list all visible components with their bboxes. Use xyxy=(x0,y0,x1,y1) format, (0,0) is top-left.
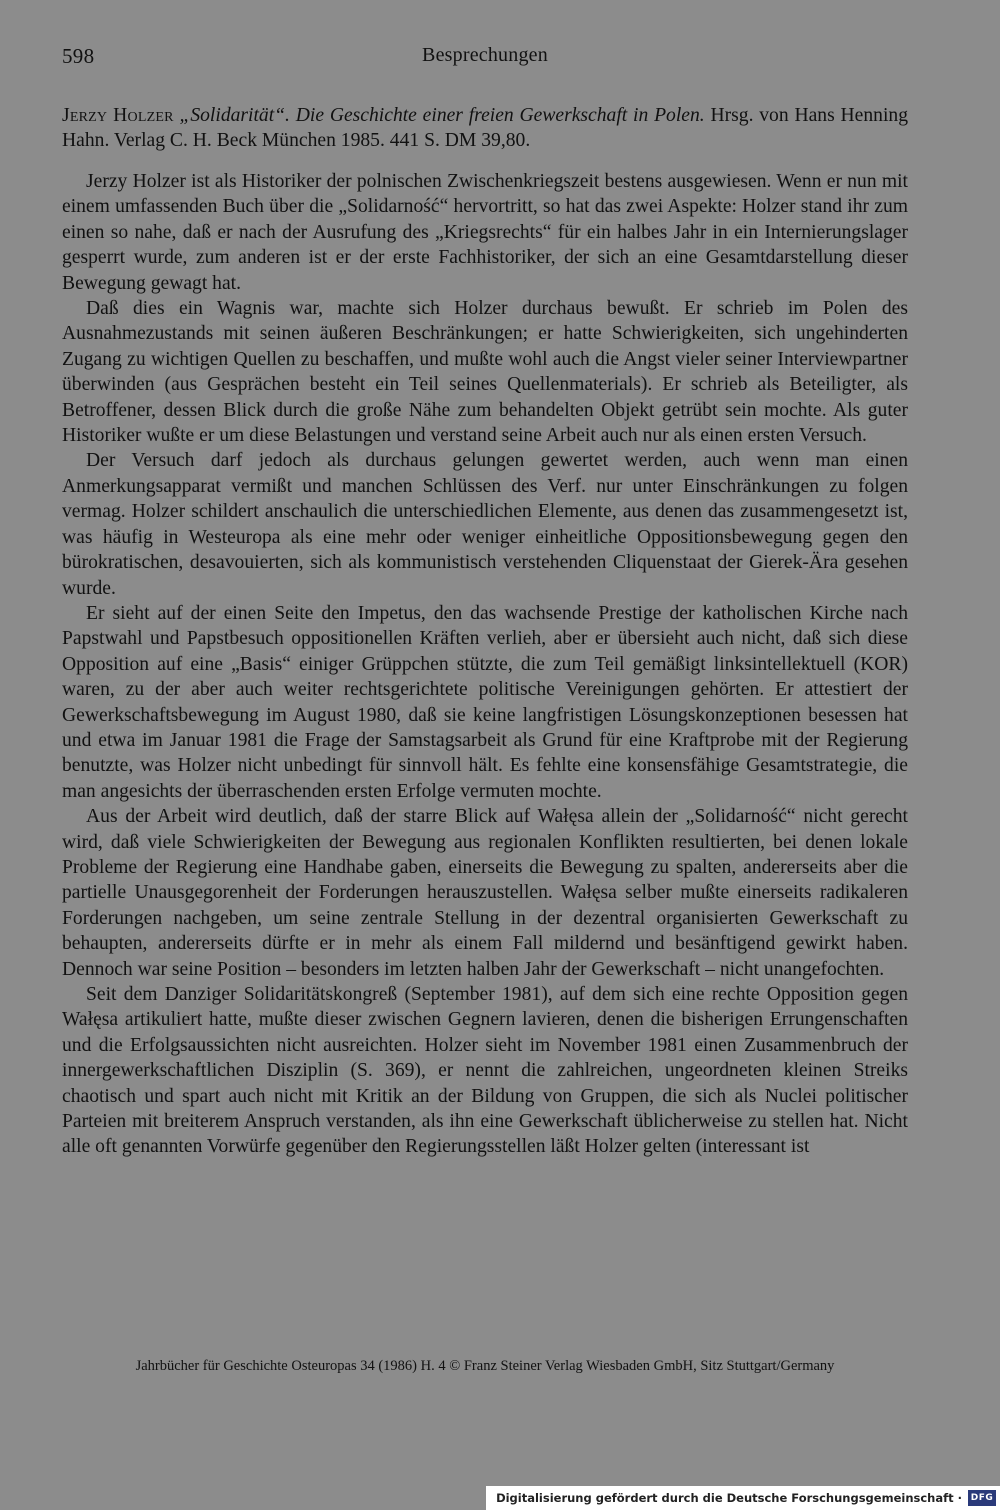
dfg-logo-icon: DFG xyxy=(968,1490,996,1506)
running-title: Besprechungen xyxy=(422,44,548,66)
paragraph: Aus der Arbeit wird deutlich, daß der starre Blick auf Wałęsa allein der „Solidarność“ nicht gerecht wird, daß viele Schwierigkeiten der Bewegung aus regionalen Konflikten resultierten, bei denen lokale Probleme der Regierung eine Handhabe gaben, einerseits die Bewegung zu spalten, andererseits aber die partielle Unausgegorenheit der Forderungen herauszustellen. Wałęsa selber mußte einerseits radikaleren Forderungen nachgeben, um seine zentrale Stellung in der dezentral organisierten Gewerkschaft zu behaupten, andererseits dürfte er in mehr als einem Fall mildernd und besänftigend gewirkt haben. Dennoch war seine Position – besonders im letzten halben Jahr der Gewerkschaft – nicht unangefochten. xyxy=(62,806,908,980)
banner-text: Digitalisierung gefördert durch die Deutsche Forschungsgemeinschaft · xyxy=(496,1491,962,1505)
paragraph: Der Versuch darf jedoch als durchaus gelungen gewertet werden, auch wenn man einen Anmerkungsapparat vermißt und manchen Schlüssen des Verf. nur unter Einschränkungen zu folgen vermag. Holzer schildert anschaulich die unterschiedlichen Elemente, aus denen das zusammengesetzt ist, was häufig in Westeuropa als eine mehr oder weniger einheitliche Oppositionsbewegung gegen den bürokratischen, desavouierten, sich als kommunistisch verstehenden Cliquenstaat der Gierek-Ära gesehen wurde. xyxy=(62,450,908,599)
paragraph: Daß dies ein Wagnis war, machte sich Holzer durchaus bewußt. Er schrieb im Polen des Ausnahmezustands mit seinen äußeren Beschränkungen; er hatte Schwierigkeiten, sich ungehinderten Zugang zu wichtigen Quellen zu beschaffen, und mußte wohl auch die Angst vieler seiner Interviewpartner überwinden (aus Gesprächen besteht ein Teil seines Quellenmaterials). Er schrieb als Beteiligter, als Betroffener, dessen Blick durch die große Nähe zum behandelten Objekt getrübt sein mochte. Als guter Historiker wußte er um diese Belastungen und verstand seine Arbeit auch nur als einen ersten Versuch. xyxy=(62,298,908,447)
paragraph: Er sieht auf der einen Seite den Impetus, den das wachsende Prestige der katholischen Kirche nach Papstwahl und Papstbesuch oppositionellen Kräften verlieh, aber er übersieht auch nicht, daß sich diese Opposition auf eine „Basis“ einiger Grüppchen stützte, die zum Teil gemäßigt linksintellektuell (KOR) waren, zu der aber auch weiter rechtsgerichtete politische Vereinigungen gehörten. Er attestiert der Gewerkschaftsbewegung im August 1980, daß sie keine langfristigen Lösungskonzeptionen besessen hat und etwa im Januar 1981 die Frage der Samstagsarbeit als Grund für eine Kraftprobe mit der Regierung benutzte, was Holzer nicht unbedingt für sinnvoll hält. Es fehlte eine konsensfähige Gesamtstrategie, die man angesichts der überraschenden ersten Erfolge vermuten mochte. xyxy=(62,602,908,802)
paragraph: Seit dem Danziger Solidaritätskongreß (September 1981), auf dem sich eine rechte Opposition gegen Wałęsa artikuliert hatte, mußte dieser zwischen Gegnern lavieren, denen die bisherigen Errungenschaften und die Erfolgsaussichten nicht ausreichten. Holzer sieht im November 1981 einen Zusammenbruch der innergewerkschaftlichen Disziplin (S. 369), er nennt die zahlreichen, ungeordneten kleinen Streiks chaotisch und spart auch nicht mit Kritik an der Bildung von Gruppen, die sich als Nuclei politischer Parteien mit breiterem Anspruch verstanden, als ihn eine Gewerkschaft üblicherweise zu stellen hat. Nicht alle oft genannten Vorwürfe gegenüber den Regierungsstellen läßt Holzer gelten (interessant ist xyxy=(62,984,908,1158)
journal-footer: Jahrbücher für Geschichte Osteuropas 34 (1986) H. 4 © Franz Steiner Verlag Wiesbaden GmbH, Sitz Stuttgart/Germany xyxy=(135,1358,835,1374)
page-header xyxy=(62,44,908,74)
book-citation xyxy=(62,103,908,153)
citation-author: Jerzy Holzer xyxy=(62,105,174,126)
digitization-banner xyxy=(486,1486,1000,1510)
citation-details: Hrsg. von Hans Henning Hahn. Verlag C. H. Beck München 1985. 441 S. DM 39,80. xyxy=(62,105,908,151)
citation-title: „Solidarität“. Die Geschichte einer freien Gewerkschaft in Polen. xyxy=(179,105,705,126)
paragraph: Jerzy Holzer ist als Historiker der polnischen Zwischenkriegszeit bestens ausgewiesen. Wenn er nun mit einem umfassenden Buch über die „Solidarność“ hervortritt, so hat das zwei Aspekte: Holzer stand ihr zum einen so nahe, daß er nach der Ausrufung des „Kriegsrechts“ für ein halbes Jahr in ein Internierungslager gesperrt wurde, zum anderen ist er der erste Fachhistoriker, der sich an eine Gesamtdarstellung dieser Bewegung gewagt hat. xyxy=(62,171,908,294)
review-body xyxy=(62,169,908,1160)
page-number: 598 xyxy=(62,44,95,68)
